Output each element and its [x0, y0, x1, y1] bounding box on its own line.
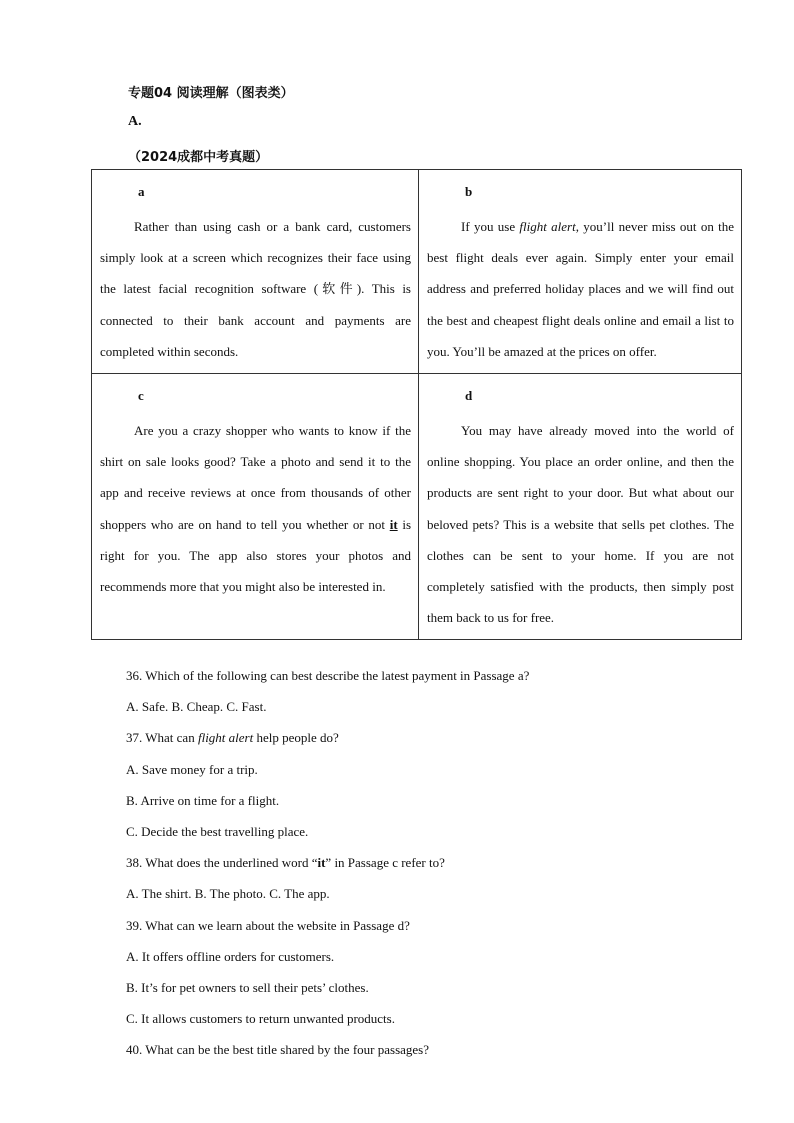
- passage-b-text-before: If you use: [461, 219, 520, 234]
- table-row: [92, 170, 742, 374]
- section-label: A.: [128, 114, 142, 129]
- passage-d-text: You may have already moved into the world of online shopping. You place an order online, and then the products are sent right to your door. But what about our beloved pets? This is a website that sells pet clothes. The clothes can be sent to your home. If you are not completely satisfied with the products, then simply post them back to us for free.: [427, 423, 734, 626]
- question-37-option-c: C. Decide the best travelling place.: [126, 823, 309, 839]
- passage-b-cell: [419, 170, 742, 374]
- passage-b-letter: b: [465, 184, 473, 199]
- passage-b-italic-term: flight alert: [519, 219, 576, 234]
- passage-c-cell: [92, 374, 419, 640]
- question-38-stem-after: ” in Passage c refer to?: [325, 855, 445, 871]
- passage-c-text-before: Are you a crazy shopper who wants to know if the shirt on sale looks good? Take a photo and send it to the app and receive reviews at once from thousands of other shoppers who are on hand to tell you whether or not: [100, 423, 411, 532]
- passages-table: [91, 169, 742, 640]
- passage-c-underlined-word: it: [389, 516, 398, 532]
- question-38-options: A. The shirt. B. The photo. C. The app.: [126, 886, 330, 902]
- passage-d-letter: d: [465, 388, 473, 404]
- question-38-stem-before: 38. What does the underlined word “: [126, 855, 318, 871]
- passage-c-letter: c: [138, 388, 144, 404]
- question-38-stem: [126, 853, 746, 884]
- question-37-option-a: A. Save money for a trip.: [126, 761, 258, 777]
- question-36-stem: 36. Which of the following can best describe the latest payment in Passage a?: [126, 668, 530, 683]
- question-40-stem: 40. What can be the best title shared by the four passages?: [126, 1042, 429, 1058]
- passage-b-text: [427, 211, 734, 367]
- question-39-stem: 39. What can we learn about the website in Passage d?: [126, 917, 410, 933]
- passage-a-cell: [92, 170, 419, 374]
- passage-c-text: [100, 415, 411, 602]
- question-37-stem: [126, 728, 746, 759]
- question-37-option-b: B. Arrive on time for a flight.: [126, 792, 280, 808]
- exam-source: （2024成都中考真题）: [128, 150, 269, 165]
- passage-d-cell: [419, 374, 742, 640]
- question-39-option-b: B. It’s for pet owners to sell their pets’ clothes.: [126, 979, 369, 995]
- question-36-options: A. Safe. B. Cheap. C. Fast.: [126, 699, 267, 715]
- question-37-stem-before: 37. What can: [126, 730, 198, 746]
- questions-list: [126, 666, 746, 1071]
- question-37-stem-italic: flight alert: [197, 730, 254, 746]
- question-39-option-c: C. It allows customers to return unwanted products.: [126, 1011, 395, 1027]
- passage-b-text-after: , you’ll never miss out on the best flight deals ever again. Simply enter your email address and preferred holiday places and we will find out the best and cheapest flight deals online and email a list to you. You’ll be amazed at the prices on offer.: [427, 219, 735, 359]
- passage-a-letter: a: [138, 184, 145, 199]
- passage-a-text: Rather than using cash or a bank card, customers simply look at a screen which recognizes their face using the latest facial recognition software (软件). This is connected to their bank account and payments are completed within seconds.: [100, 219, 411, 359]
- question-39-option-a: A. It offers offline orders for customers.: [126, 948, 335, 964]
- passage-c-text-after: is right for you. The app also stores your photos and recommends more that you might also be interested in.: [100, 516, 412, 595]
- document-title: 专题04 阅读理解（图表类）: [128, 86, 294, 101]
- question-37-stem-after: help people do?: [253, 730, 339, 746]
- question-38-stem-bold: it: [317, 855, 326, 871]
- table-row: [92, 374, 742, 640]
